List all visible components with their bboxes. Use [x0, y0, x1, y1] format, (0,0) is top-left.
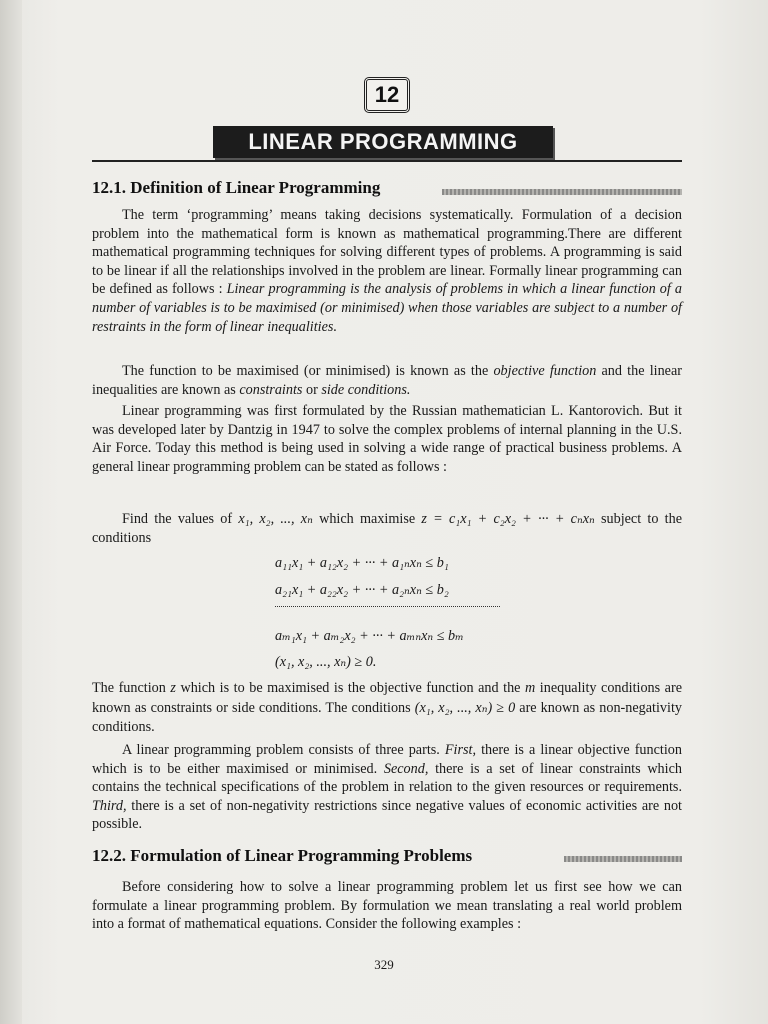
equation-ellipsis-line	[275, 606, 500, 607]
definition-italic-text: Linear programming is the analysis of problems in which a linear function of a number of variables is to be maximised (or minimised) when those variables are subject to a number of restraints in the form of linear inequalities.	[92, 281, 682, 335]
variable-m: m	[525, 680, 536, 696]
constraints-term: constraints	[239, 381, 303, 398]
definition-text: The term ‘programming’ means taking decisions systematically. Formulation of a decision problem into the mathematical form is known as mathematical programming.There are different mathematical programming techniques for solving different types of problems. A programming is said to be linear if all the relationships involved in the problem are linear. Formally linear programming can be defined as follows :	[92, 207, 682, 298]
page-number: 329	[374, 957, 394, 972]
third-term: Third,	[92, 797, 127, 814]
paragraph-function-explanation	[92, 679, 682, 738]
parts-text-1: A linear programming problem consists of three parts.	[122, 742, 445, 758]
problem-variables: x₁, x₂, ..., xₙ	[238, 511, 313, 527]
section-2-heading-bar	[564, 856, 682, 862]
section-2-heading: 12.2. Formulation of Linear Programming Problems	[92, 846, 473, 865]
second-term: Second,	[383, 760, 429, 777]
chapter-title: LINEAR PROGRAMMING	[248, 129, 518, 154]
side-conditions-term: side conditions.	[321, 381, 411, 398]
constraint-equation-1: a₁₁x₁ + a₁₂x₂ + ··· + a₁ₙxₙ ≤ b₁	[275, 555, 449, 571]
constraint-equation-2: a₂₁x₁ + a₂₂x₂ + ··· + a₂ₙxₙ ≤ b₂	[275, 582, 449, 598]
objective-function-equation: z = c₁x₁ + c₂x₂ + ··· + cₙxₙ	[421, 511, 595, 527]
explain-text-4: are known as non-negativity conditions.	[92, 699, 683, 735]
non-negativity-equation: (x₁, x₂, ..., xₙ) ≥ 0.	[275, 654, 377, 670]
chapter-title-banner	[213, 126, 553, 158]
objective-text-3: or	[302, 381, 322, 398]
chapter-number-box	[364, 77, 410, 113]
non-negativity-inline: (x₁, x₂, ..., xₙ) ≥ 0	[414, 699, 516, 716]
problem-text-1: Find the values of	[122, 511, 239, 527]
paragraph-objective-function	[92, 362, 682, 399]
explain-text-1: The function	[92, 680, 171, 696]
paragraph-three-parts	[92, 741, 682, 834]
paragraph-definition	[92, 206, 682, 336]
parts-text-2: there is a linear objective function which is to be either maximised or minimised.	[92, 742, 682, 777]
section-1-heading-bar	[442, 189, 682, 195]
constraint-equation-m: aₘ₁x₁ + aₘ₂x₂ + ··· + aₘₙxₙ ≤ bₘ	[275, 628, 464, 644]
section-1-heading: 12.1. Definition of Linear Programming	[92, 178, 381, 197]
paragraph-history: Linear programming was first formulated by the Russian mathematician L. Kantorovich. But it was developed later by Dantzig in 1947 to solve the complex problems of internal planning in the U.S. Air Force. Today this method is being used in solving a wide range of practical business problems. A general linear programming problem can be stated as follows :	[92, 403, 682, 475]
objective-text-2: and the linear inequalities are known as	[92, 363, 682, 398]
parts-text-4: there is a set of non-negativity restrictions since negative values of economic activities are not possible.	[92, 797, 682, 833]
explain-text-3: inequality conditions are known as constraints or side conditions. The conditions	[92, 680, 683, 716]
problem-text-2: which maximise	[312, 511, 422, 527]
explain-text-2: which is to be maximised is the objective function and the	[175, 680, 525, 696]
variable-z: z	[170, 680, 176, 696]
parts-text-3: there is a set of linear constraints which contains the technical specifications of the problem in relation to the given resources or requirements.	[92, 760, 682, 796]
paragraph-formulation: Before considering how to solve a linear programming problem let us first see how we can formulate a linear programming problem. By formulation we mean translating a real world problem into a format of mathematical equations. Consider the following examples :	[92, 879, 682, 933]
chapter-number: 12	[374, 82, 400, 107]
page-binding-edge	[0, 0, 22, 1024]
first-term: First,	[444, 742, 477, 758]
objective-text-1: The function to be maximised (or minimised) is known as the	[122, 363, 494, 379]
chapter-title-rule	[92, 160, 682, 162]
objective-function-term: objective function	[493, 363, 597, 379]
paragraph-problem-statement	[92, 510, 682, 547]
problem-text-3: subject to the conditions	[92, 511, 683, 546]
